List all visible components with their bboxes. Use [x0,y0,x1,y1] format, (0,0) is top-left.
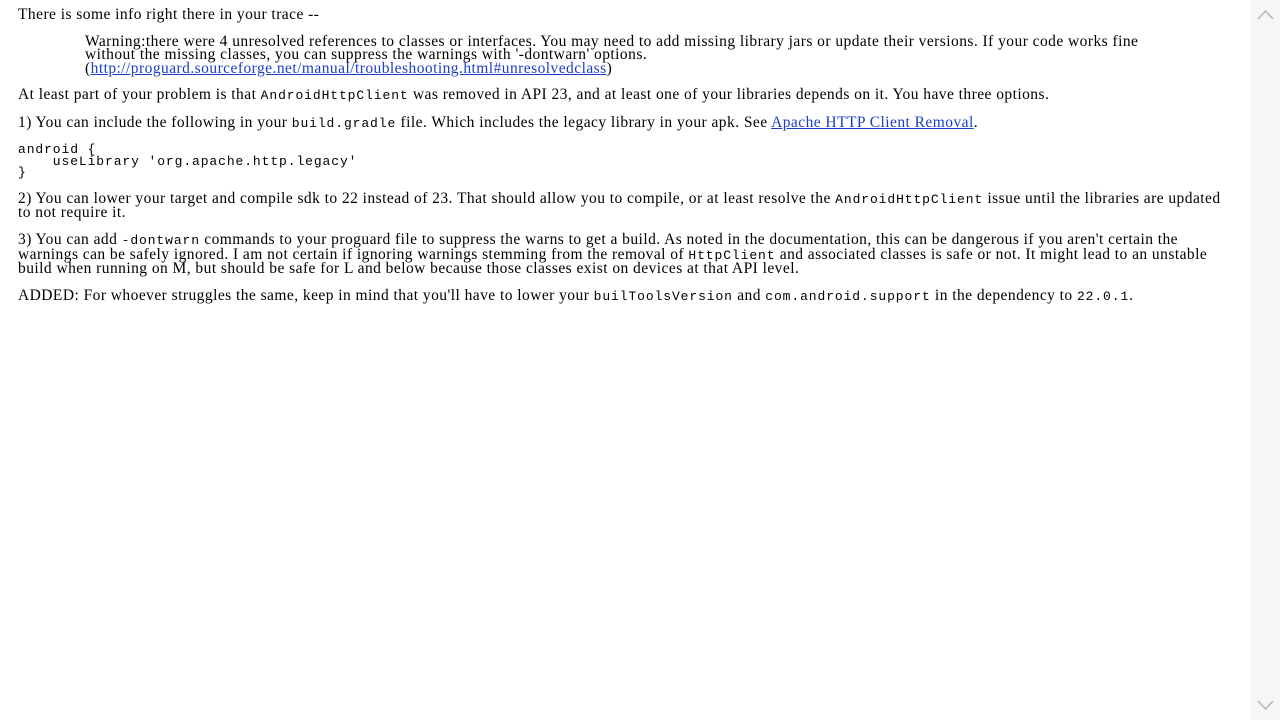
inline-code: build.gradle [291,116,397,132]
paren-open: ( [85,59,91,77]
text-run: 1) You can include the following in your [18,114,292,132]
vertical-scrollbar[interactable] [1251,0,1280,720]
option-3-paragraph [18,233,1233,275]
warning-text: Warning:there were 4 unresolved references to classes or interfaces. You may need to add missing library jars or update their versions. If your code works fine without the missing classes, you can suppress the warnings with '-dontwarn' options. [85,32,1139,64]
intro-text: There is some info right there in your trace -- [18,6,320,23]
warning-quote [18,32,1165,77]
option-2-paragraph [18,189,1233,222]
text-run: . [973,114,979,132]
inline-code: -dontwarn [121,233,200,249]
text-run: . [1129,286,1134,304]
inline-code: 22.0.1 [1076,288,1130,304]
apache-http-client-removal-link[interactable]: Apache HTTP Client Removal [771,114,974,132]
text-run: 3) You can add [18,231,122,249]
text-run: was removed in API 23, and at least one of your libraries depends on it. You have three options. [408,86,1050,104]
text-run: ADDED: For whoever struggles the same, keep in mind that you'll have to lower your [18,286,594,304]
added-paragraph [18,286,1233,304]
text-run: commands to your proguard file to suppress the warns to get a build. As noted in the documentation, this can be dangerous if you aren't certain the warnings can be safely ignored. I am not certain if ignoring warnings stemming from the removal of [18,231,1179,263]
text-run: in the dependency to [930,286,1077,304]
inline-code: AndroidHttpClient [835,191,984,207]
text-run: and associated classes is safe or not. It might lead to an unstable build when running on M, but should be safe for L and below because those classes exist on devices at that API level. [18,245,1208,277]
chevron-down-icon[interactable] [1256,698,1275,712]
inline-code: AndroidHttpClient [260,88,409,104]
inline-code: builToolsVersion [593,288,733,304]
chevron-up-icon[interactable] [1256,8,1275,22]
gradle-code-block: android { useLibrary 'org.apache.http.legacy' } [18,142,358,180]
paren-close: ) [606,59,613,77]
text-run: issue until the libraries are updated to not require it. [18,189,1221,222]
inline-code: com.android.support [765,288,931,304]
text-run: file. Which includes the legacy library in your apk. See [396,114,772,132]
text-run: 2) You can lower your target and compile sdk to 22 instead of 23. That should allow you to compile, or at least resolve the [18,189,836,207]
inline-code: HttpClient [688,247,776,263]
proguard-troubleshooting-link[interactable]: http://proguard.sourceforge.net/manual/troubleshooting.html#unresolvedclass [90,59,607,77]
text-run: and [732,286,766,304]
text-run: At least part of your problem is that [18,86,261,104]
answer-body [18,8,1233,317]
option-1-paragraph [18,116,1233,130]
problem-paragraph [18,88,1233,102]
